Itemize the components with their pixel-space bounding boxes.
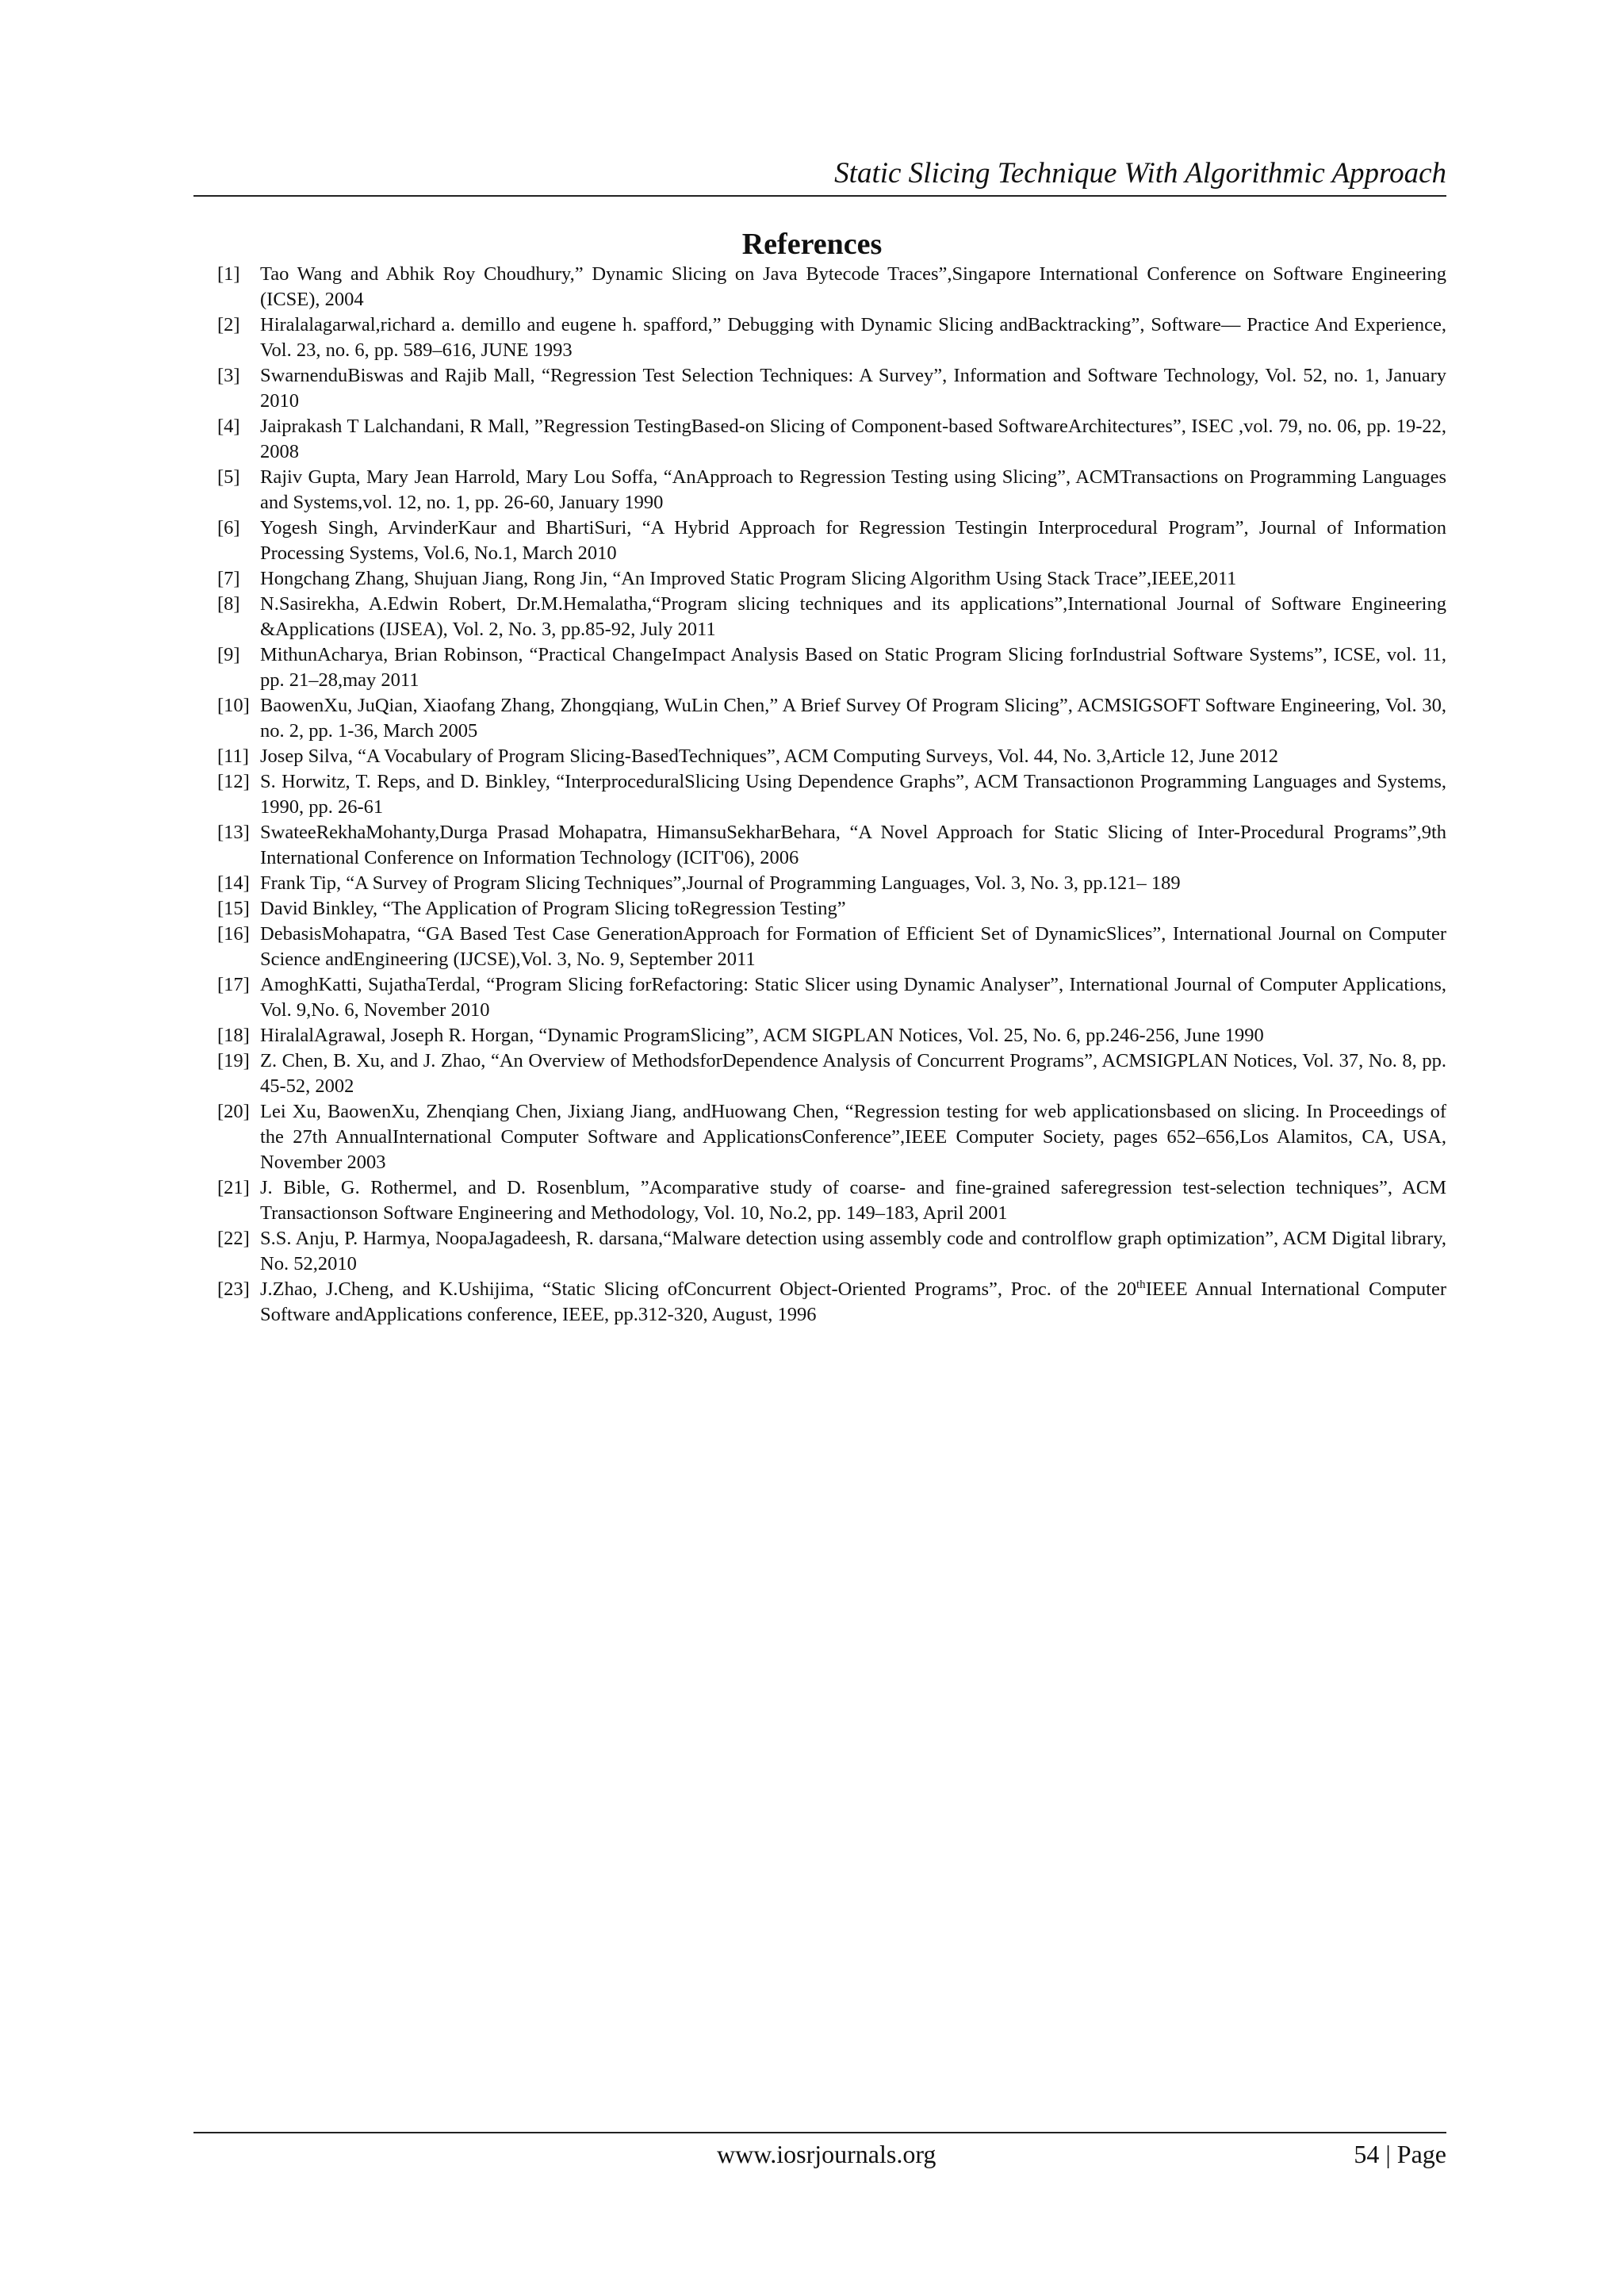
reference-number: [8] (217, 593, 240, 615)
page-number: 54 | Page (1354, 2140, 1446, 2168)
reference-text: Frank Tip, “A Survey of Program Slicing Techniques”,Journal of Programming Languages, Vol. 3, No. 3, pp.121– 189 (260, 872, 1181, 894)
superscript-ordinal: th (1136, 1278, 1146, 1291)
running-title: Static Slicing Technique With Algorithmic Approach (834, 157, 1446, 190)
reference-list (217, 262, 1446, 1328)
reference-text: Tao Wang and Abhik Roy Choudhury,” Dynamic Slicing on Java Bytecode Traces”,Singapore International Conference on Software Engineering (ICSE), 2004 (260, 263, 1446, 310)
reference-number: [15] (217, 898, 250, 919)
page-header (193, 151, 1446, 197)
reference-number: [1] (217, 263, 240, 285)
reference-item (217, 642, 1446, 693)
reference-text: David Binkley, “The Application of Program Slicing toRegression Testing” (260, 898, 846, 919)
reference-number: [22] (217, 1228, 250, 1249)
references-heading: References (741, 228, 883, 261)
reference-item (217, 1175, 1446, 1226)
reference-text: Z. Chen, B. Xu, and J. Zhao, “An Overview of MethodsforDependence Analysis of Concurrent Programs”, ACMSIGPLAN Notices, Vol. 37, No. 8, pp. 45-52, 2002 (260, 1050, 1446, 1097)
reference-item (217, 516, 1446, 566)
reference-number: [12] (217, 771, 250, 792)
reference-item (217, 1023, 1446, 1048)
reference-item (217, 820, 1446, 871)
reference-item (217, 414, 1446, 465)
reference-item (217, 262, 1446, 312)
reference-number: [9] (217, 644, 240, 665)
reference-text: Jaiprakash T Lalchandani, R Mall, ”Regression TestingBased-on Slicing of Component-based SoftwareArchitectures”, ISEC ,vol. 79, no. 06, pp. 19-22, 2008 (260, 416, 1446, 462)
reference-text-part: J.Zhao, J.Cheng, and K.Ushijima, “Static Slicing ofConcurrent Object-Oriented Programs”, Proc. of the 20 (260, 1278, 1137, 1300)
reference-number: [19] (217, 1050, 250, 1071)
reference-item (217, 465, 1446, 516)
reference-item (217, 566, 1446, 592)
reference-number: [20] (217, 1101, 250, 1122)
reference-item (217, 693, 1446, 744)
reference-item (217, 972, 1446, 1023)
reference-text: DebasisMohapatra, “GA Based Test Case GenerationApproach for Formation of Efficient Set of DynamicSlices”, International Journal on Computer Science andEngineering (IJCSE),Vol. 3, No. 9, September 2011 (260, 923, 1446, 970)
reference-text: SwateeRekhaMohanty,Durga Prasad Mohapatra, HimansuSekharBehara, “A Novel Approach for Static Slicing of Inter-Procedural Programs”,9th International Conference on Information Technology (ICIT'06), 2006 (260, 822, 1446, 868)
reference-number: [3] (217, 365, 240, 386)
reference-item (217, 896, 1446, 922)
reference-item (217, 1048, 1446, 1099)
page-footer (193, 2132, 1446, 2181)
reference-number: [11] (217, 746, 249, 767)
reference-item (217, 592, 1446, 642)
reference-number: [4] (217, 416, 240, 437)
reference-text: S.S. Anju, P. Harmya, NoopaJagadeesh, R. darsana,“Malware detection using assembly code and controlflow graph optimization”, ACM Digital library, No. 52,2010 (260, 1228, 1446, 1274)
reference-text: Lei Xu, BaowenXu, Zhenqiang Chen, Jixiang Jiang, andHuowang Chen, “Regression testing for web applicationsbased on slicing. In Proceedings of the 27th AnnualInternational Computer Software and ApplicationsConference”,IEEE Computer Society, pages 652–656,Los Alamitos, CA, USA, November 2003 (260, 1101, 1446, 1173)
reference-text: Hongchang Zhang, Shujuan Jiang, Rong Jin, “An Improved Static Program Slicing Algorithm Using Stack Trace”,IEEE,2011 (260, 568, 1237, 589)
reference-number: [6] (217, 517, 240, 539)
reference-number: [21] (217, 1177, 250, 1198)
reference-text: S. Horwitz, T. Reps, and D. Binkley, “InterproceduralSlicing Using Dependence Graphs”, ACM Transactionon Programming Languages and Systems, 1990, pp. 26-61 (260, 771, 1446, 818)
reference-number: [5] (217, 466, 240, 488)
reference-number: [2] (217, 314, 240, 335)
reference-text: HiralalAgrawal, Joseph R. Horgan, “Dynamic ProgramSlicing”, ACM SIGPLAN Notices, Vol. 25, No. 6, pp.246-256, June 1990 (260, 1025, 1264, 1046)
reference-item (217, 312, 1446, 363)
reference-number: [18] (217, 1025, 250, 1046)
reference-text: BaowenXu, JuQian, Xiaofang Zhang, Zhongqiang, WuLin Chen,” A Brief Survey Of Program Slicing”, ACMSIGSOFT Software Engineering, Vol. 30, no. 2, pp. 1-36, March 2005 (260, 695, 1446, 742)
reference-item (217, 363, 1446, 414)
reference-text: MithunAcharya, Brian Robinson, “Practical ChangeImpact Analysis Based on Static Program Slicing forIndustrial Software Systems”, ICSE, vol. 11, pp. 21–28,may 2011 (260, 644, 1446, 691)
reference-number: [17] (217, 974, 250, 995)
reference-number: [10] (217, 695, 250, 716)
reference-item (217, 744, 1446, 769)
reference-item (217, 922, 1446, 972)
reference-item (217, 1226, 1446, 1277)
reference-text: Hiralalagarwal,richard a. demillo and eugene h. spafford,” Debugging with Dynamic Slicing andBacktracking”, Software— Practice And Experience, Vol. 23, no. 6, pp. 589–616, JUNE 1993 (260, 314, 1446, 361)
journal-url: www.iosrjournals.org (717, 2140, 936, 2168)
reference-text: Josep Silva, “A Vocabulary of Program Slicing-BasedTechniques”, ACM Computing Surveys, Vol. 44, No. 3,Article 12, June 2012 (260, 746, 1278, 767)
reference-text: J. Bible, G. Rothermel, and D. Rosenblum, ”Acomparative study of coarse- and fine-grained saferegression test-selection techniques”, ACM Transactionson Software Engineering and Methodology, Vol. 10, No.2, pp. 149–183, April 2001 (260, 1177, 1446, 1224)
reference-text: Yogesh Singh, ArvinderKaur and BhartiSuri, “A Hybrid Approach for Regression Testingin Interprocedural Program”, Journal of Information Processing Systems, Vol.6, No.1, March 2010 (260, 517, 1446, 564)
reference-text-part: IEEE Annual International Computer Software andApplications conference, IEEE, pp.312-320, August, 1996 (260, 1278, 1446, 1325)
reference-text: Rajiv Gupta, Mary Jean Harrold, Mary Lou Soffa, “AnApproach to Regression Testing using Slicing”, ACMTransactions on Programming Languages and Systems,vol. 12, no. 1, pp. 26-60, January 1990 (260, 466, 1446, 513)
reference-text: SwarnenduBiswas and Rajib Mall, “Regression Test Selection Techniques: A Survey”, Information and Software Technology, Vol. 52, no. 1, January 2010 (260, 365, 1446, 412)
reference-number: [23] (217, 1278, 250, 1300)
reference-item (217, 1277, 1446, 1328)
reference-number: [14] (217, 872, 250, 894)
reference-item (217, 769, 1446, 820)
reference-number: [13] (217, 822, 250, 843)
reference-text: AmoghKatti, SujathaTerdal, “Program Slicing forRefactoring: Static Slicer using Dynamic Analyser”, International Journal of Computer Applications, Vol. 9,No. 6, November 2010 (260, 974, 1446, 1021)
reference-item (217, 1099, 1446, 1175)
reference-item (217, 871, 1446, 896)
reference-text: N.Sasirekha, A.Edwin Robert, Dr.M.Hemalatha,“Program slicing techniques and its applications”,International Journal of Software Engineering &Applications (IJSEA), Vol. 2, No. 3, pp.85-92, July 2011 (260, 593, 1446, 640)
reference-number: [16] (217, 923, 250, 945)
reference-text (260, 1278, 1446, 1325)
reference-number: [7] (217, 568, 240, 589)
